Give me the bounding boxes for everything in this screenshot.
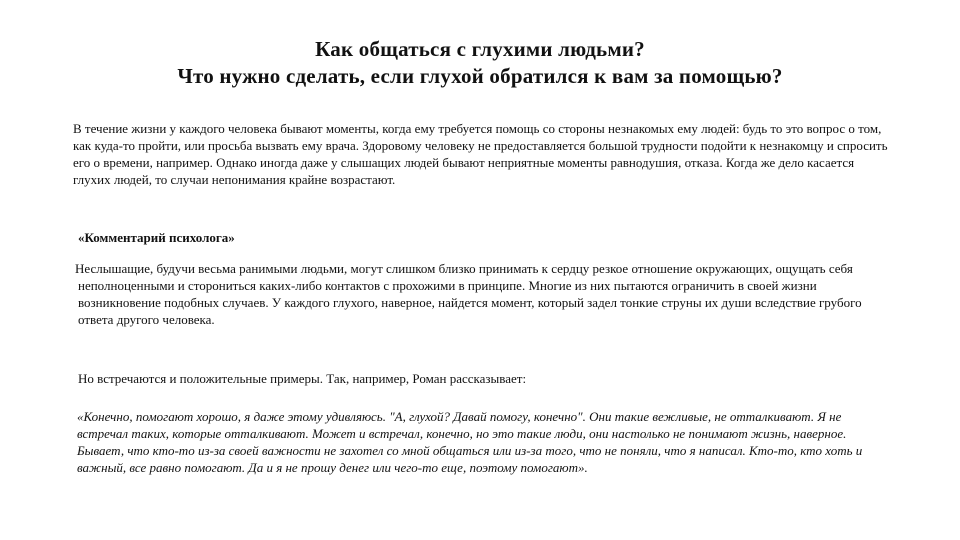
section-heading: «Комментарий психолога» [78, 230, 235, 245]
quote-paragraph: «Конечно, помогают хорошо, я даже этому удивляюсь. "А, глухой? Давай помогу, конечно". Они такие вежливые, не отталкивают. Я не встречал таких, которые отталкивают. Может и встречал, конечно, но это такие люди, они настолько не понимают жизнь, наверное. Бывает, что кто-то из-за своей важности не захотел со мной общаться или из-за того, что не поняли, что я написал. Кто-то, кто хоть и важный, все равно помогают. Да и я не прошу денег или чего-то еще, поэтому помогают». [77, 409, 863, 475]
page-title [0, 36, 960, 90]
intro-paragraph: В течение жизни у каждого человека бывают моменты, когда ему требуется помощь со стороны незнакомых ему людей: будь то это вопрос о том, как куда-то пройти, или просьба вызвать ему врача. Здоровому человеку не предоставляется большой трудности подойти к незнакомцу и спросить его о времени, например. Однако иногда даже у слышащих людей бывают неприятные моменты равнодушия, отказа. Когда же дело касается глухих людей, то случаи непонимания крайне возрастают. [73, 121, 888, 187]
psychologist-paragraph: Неслышащие, будучи весьма ранимыми людьми, могут слишком близко принимать к сердцу резкое отношение окружающих, ощущать себя неполноценными и сторониться каких-либо контактов с прохожими в принципе. Многие из них пытаются ограничить в своей жизни возникновение подобных случаев. У каждого глухого, наверное, найдется момент, который задел тонкие струны их души вследствие грубого ответа другого человека. [75, 261, 862, 327]
title-line-2: Что нужно сделать, если глухой обратился к вам за помощью? [177, 64, 783, 88]
article-body [73, 120, 889, 476]
positive-examples-paragraph: Но встречаются и положительные примеры. Так, например, Роман рассказывает: [78, 371, 527, 386]
title-line-1: Как общаться с глухими людьми? [315, 37, 645, 61]
